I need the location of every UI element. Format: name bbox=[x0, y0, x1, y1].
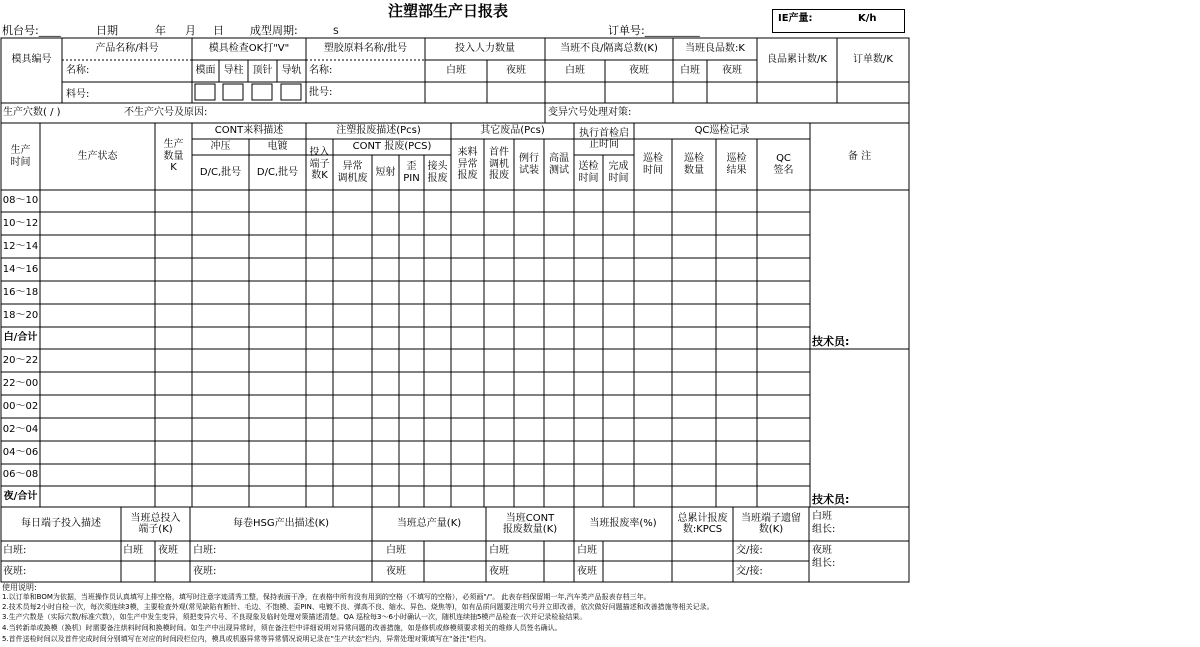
date-label: 日期 bbox=[96, 24, 118, 37]
patrol-time: 巡检 时间 bbox=[643, 153, 663, 176]
mold-check-ejector: 顶针 bbox=[252, 65, 273, 77]
ie-output-label: IE产量: bbox=[778, 13, 813, 24]
first-article-adjust-scrap: 首件 调机 报废 bbox=[489, 147, 509, 182]
short-shot-scrap: 短射 bbox=[375, 166, 396, 178]
material-name-field[interactable]: 名称: bbox=[309, 65, 333, 76]
patrol-result: 巡检 结果 bbox=[726, 153, 747, 176]
scrap-rate-day-label: 白班 bbox=[577, 545, 597, 556]
input-day-label: 白班 bbox=[123, 545, 143, 556]
incoming-abnormal-scrap: 来料 异常 报废 bbox=[457, 147, 478, 182]
time-row-16-18: 16～18 bbox=[2, 286, 39, 298]
month-label: 月 bbox=[185, 24, 196, 37]
handover-night-field[interactable]: 交/接: bbox=[736, 566, 763, 577]
good-day: 白班 bbox=[680, 65, 700, 77]
stamping-dc-batch: D/C,批号 bbox=[199, 166, 242, 178]
terminal-left-header: 当班端子遗留 数(K) bbox=[741, 512, 801, 535]
cont-scrap-qty-header: 当班CONT 报废数量(K) bbox=[502, 512, 558, 535]
hsg-day-field[interactable]: 白班: bbox=[193, 545, 217, 556]
scrap-rate-header: 当班报废率(%) bbox=[589, 518, 657, 530]
material-batch-field[interactable]: 批号: bbox=[309, 87, 333, 98]
manpower-night: 夜班 bbox=[506, 65, 526, 77]
plating-dc-batch: D/C,批号 bbox=[256, 166, 299, 178]
splice-scrap: 接头 报废 bbox=[427, 161, 448, 184]
qc-patrol-header: QC巡检记录 bbox=[694, 125, 750, 137]
output-day-label: 白班 bbox=[386, 545, 406, 556]
cycle-unit: S bbox=[333, 27, 339, 37]
day-total-row: 白/合计 bbox=[3, 332, 38, 344]
total-scrap-header: 总累计报废 数:KPCS bbox=[677, 512, 728, 535]
material-header: 塑胶原料名称/批号 bbox=[323, 43, 408, 55]
other-scrap-header: 其它废品(Pcs) bbox=[480, 125, 545, 137]
check-box-rail[interactable] bbox=[281, 84, 301, 100]
non-production-cavity-label: 不生产穴号及原因: bbox=[124, 107, 208, 118]
night-leader-label: 夜班 组长: bbox=[812, 545, 836, 569]
product-name-field[interactable]: 名称: bbox=[66, 65, 90, 76]
page-title: 注塑部生产日报表 bbox=[388, 2, 509, 20]
day-technician-label: 技术员: bbox=[812, 335, 850, 348]
cont-scrap-day-label: 白班 bbox=[489, 545, 509, 556]
defect-day: 白班 bbox=[565, 65, 585, 77]
mold-check-face: 模面 bbox=[195, 65, 216, 77]
product-header: 产品名称/料号 bbox=[95, 43, 159, 55]
machine-no-label: 机台号:____ bbox=[2, 24, 61, 37]
handover-day-field[interactable]: 交/接: bbox=[736, 545, 763, 556]
terminal-night-field[interactable]: 夜班: bbox=[3, 566, 27, 577]
ie-output-unit: K/h bbox=[858, 13, 877, 24]
time-row-12-14: 12～14 bbox=[2, 240, 39, 252]
good-cumulative-header: 良品累计数/K bbox=[767, 54, 827, 66]
day-label: 日 bbox=[213, 24, 224, 37]
finish-time: 完成 时间 bbox=[608, 161, 629, 184]
plating-header: 电镀 bbox=[267, 141, 288, 153]
production-status-header: 生产状态 bbox=[77, 150, 118, 162]
order-qty-header: 订单数/K bbox=[853, 54, 893, 66]
abnormal-adjust-scrap: 异常 调机废 bbox=[337, 161, 368, 184]
production-qty-header: 生产 数量 K bbox=[163, 139, 184, 174]
manpower-day: 白班 bbox=[446, 65, 466, 77]
mold-no-header: 模具编号 bbox=[11, 54, 52, 66]
production-time-header: 生产 时间 bbox=[10, 145, 31, 168]
molding-scrap-header: 注塑报废描述(Pcs) bbox=[336, 125, 421, 137]
send-inspection-time: 送检 时间 bbox=[578, 161, 599, 184]
instructions-heading: 使用说明: bbox=[2, 583, 37, 592]
remarks-header: 备 注 bbox=[847, 150, 872, 162]
check-box-guide-pin[interactable] bbox=[223, 84, 243, 100]
time-row-10-12: 10～12 bbox=[2, 217, 39, 229]
cont-scrap-header: CONT 报废(PCS) bbox=[352, 141, 432, 153]
qc-signature: QC 签名 bbox=[773, 153, 794, 176]
patrol-qty: 巡检 数量 bbox=[684, 153, 704, 176]
time-row-02-04: 02～04 bbox=[2, 423, 39, 435]
stamping-header: 冲压 bbox=[210, 141, 231, 153]
routine-fit-test: 例行 试装 bbox=[519, 153, 539, 176]
input-terminal-header: 投入 端子 数K bbox=[309, 147, 330, 182]
terminal-input-desc-header: 每日端子投入描述 bbox=[21, 518, 101, 530]
instruction-line-4: 4.当转新单或换模（换机）时需要备注烘料时间和换模时间。如生产中出现异常时，须在备注栏中详细说明对异常问题的改善措施，如是修机或修模须要求相关的维修人员签名确认。 bbox=[2, 624, 562, 632]
mold-check-rail: 导轨 bbox=[281, 65, 302, 77]
order-no-label: 订单号:__________ bbox=[608, 24, 700, 37]
shift-total-output-header: 当班总产量(K) bbox=[396, 518, 462, 530]
night-total-row: 夜/合计 bbox=[3, 490, 38, 502]
check-box-face[interactable] bbox=[195, 84, 215, 100]
check-box-ejector[interactable] bbox=[252, 84, 272, 100]
time-row-20-22: 20～22 bbox=[2, 354, 39, 366]
high-temp-test: 高温 测试 bbox=[549, 153, 569, 176]
input-night-label: 夜班 bbox=[158, 545, 178, 556]
first-check-time-header: 执行首检启 止时间 bbox=[579, 127, 629, 150]
good-night: 夜班 bbox=[722, 65, 742, 77]
day-leader-label: 白班 组长: bbox=[812, 511, 836, 535]
night-technician-label: 技术员: bbox=[812, 493, 850, 506]
time-row-06-08: 06～08 bbox=[2, 469, 39, 481]
instruction-line-2: 2.技术员每2小时自检一次，每次须连续3模，主要检查外观(常见缺陷有断针、毛边、不饱模、歪PIN、电镀不良、弹高不良、缩水、异色、烧焦等)，如有品质问题要注明穴号并立即改善，依次做好问题描述和改善措施等相关记录。 bbox=[2, 603, 714, 611]
time-row-04-06: 04～06 bbox=[2, 446, 39, 458]
mold-check-header: 模具检查OK打"V" bbox=[208, 43, 290, 55]
terminal-day-field[interactable]: 白班: bbox=[3, 545, 27, 556]
cont-incoming-header: CONT来料描述 bbox=[214, 125, 284, 137]
instruction-line-1: 1.以订单和BOM为依据，当班操作员认真填写上排空格，填写时注意字迹清秀工整，保持表面干净，在表格中所有没有用到的空格（不填写的空格），必须画"/"。 此表存档保留期一年,汽车类产品报表存档三年。 bbox=[2, 593, 651, 601]
time-row-14-16: 14～16 bbox=[2, 263, 39, 275]
hsg-night-field[interactable]: 夜班: bbox=[193, 566, 217, 577]
good-qty-header: 当班良品数:K bbox=[685, 43, 745, 55]
cavity-count-label: 生产穴数( / ) bbox=[3, 107, 61, 118]
product-part-field[interactable]: 料号: bbox=[66, 89, 90, 100]
time-row-22-00: 22～00 bbox=[2, 377, 39, 389]
defect-night: 夜班 bbox=[629, 65, 649, 77]
cont-scrap-night-label: 夜班 bbox=[489, 566, 509, 577]
time-row-08-10: 08～10 bbox=[2, 195, 39, 207]
instruction-line-5: 5.首件送检时间以及首件完成时间分别填写在对应的时间段栏位内，模具或机器异常等异常情况说明记录在"生产状态"栏内，异常处理对策填写在"备注"栏内。 bbox=[2, 635, 491, 643]
mold-check-guide-pin: 导柱 bbox=[223, 65, 244, 77]
time-row-18-20: 18～20 bbox=[2, 309, 39, 321]
shift-total-input-header: 当班总投入 端子(K) bbox=[130, 512, 181, 535]
manpower-header: 投入人力数量 bbox=[455, 43, 515, 55]
instruction-line-3: 3.生产穴数是（实际穴数/标准穴数），如生产中发生变异，须把变异穴号、不良现象及临时处理对策描述清楚。QA 巡检每3～6小时确认一次，随机连续抽5模产品检查一次并记录检验结果。 bbox=[2, 613, 587, 621]
year-label: 年 bbox=[155, 24, 166, 37]
scrap-rate-night-label: 夜班 bbox=[577, 566, 597, 577]
defect-total-header: 当班不良/隔离总数(K) bbox=[560, 43, 658, 55]
hsg-output-header: 每卷HSG产出描述(K) bbox=[233, 518, 329, 530]
time-row-00-02: 00～02 bbox=[2, 400, 39, 412]
bent-pin-scrap: 歪 PIN bbox=[403, 161, 420, 184]
output-night-label: 夜班 bbox=[386, 566, 406, 577]
variant-cavity-label: 变异穴号处理对策: bbox=[548, 107, 632, 118]
cycle-label: 成型周期: bbox=[250, 24, 298, 37]
